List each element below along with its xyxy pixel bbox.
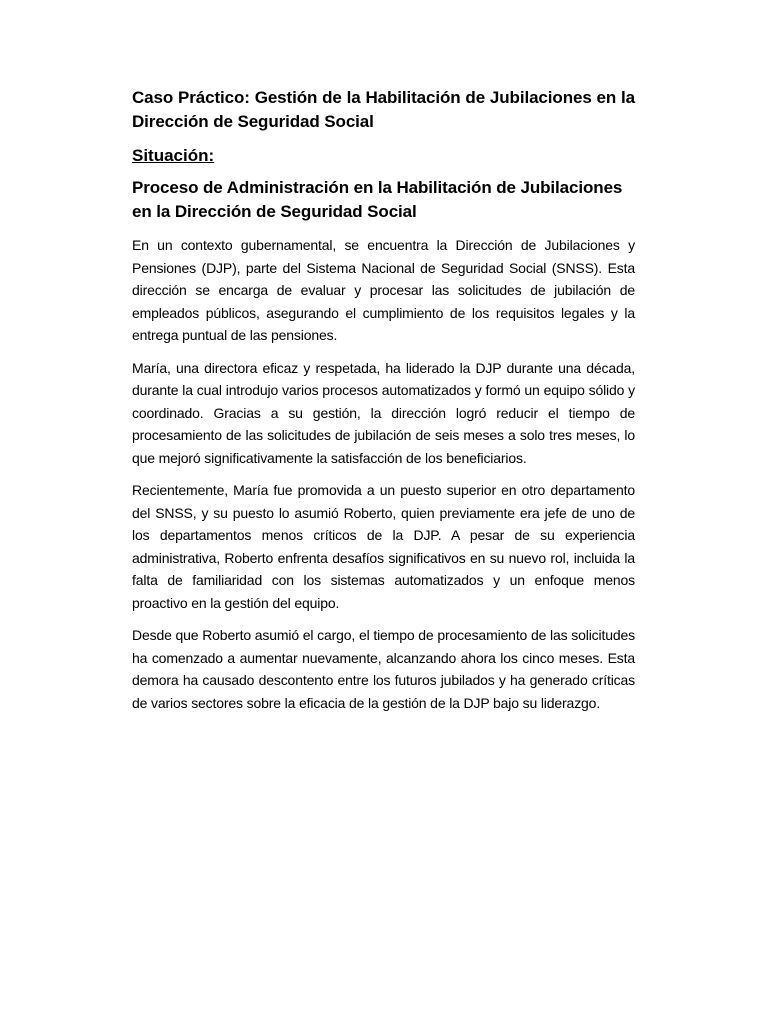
paragraph-3: Recientemente, María fue promovida a un puesto superior en otro departamento del SNSS, y su puesto lo asumió Roberto, quien previamente era jefe de uno de los departamentos menos críticos de la DJP. A pesar de su experiencia administrativa, Roberto enfrenta desafíos significativos en su nuevo rol, incluida la falta de familiaridad con los sistemas automatizados y un enfoque menos proactivo en la gestión del equipo.	[132, 482, 635, 611]
document-page	[132, 86, 635, 724]
paragraph-4: Desde que Roberto asumió el cargo, el tiempo de procesamiento de las solicitudes ha comenzado a aumentar nuevamente, alcanzando ahora los cinco meses. Esta demora ha causado descontento entre los futuros jubilados y ha generado críticas de varios sectores sobre la eficacia de la gestión de la DJP bajo su liderazgo.	[132, 627, 635, 711]
section-label: Situación:	[132, 146, 215, 165]
document-title: Caso Práctico: Gestión de la Habilitación de Jubilaciones en la Dirección de Seguridad Social	[132, 88, 635, 131]
document-subtitle: Proceso de Administración en la Habilitación de Jubilaciones en la Dirección de Seguridad Social	[132, 178, 623, 221]
paragraph-2: María, una directora eficaz y respetada, ha liderado la DJP durante una década, durante la cual introdujo varios procesos automatizados y formó un equipo sólido y coordinado. Gracias a su gestión, la dirección logró reducir el tiempo de procesamiento de las solicitudes de jubilación de seis meses a solo tres meses, lo que mejoró significativamente la satisfacción de los beneficiarios.	[132, 359, 635, 466]
paragraph-1: En un contexto gubernamental, se encuentra la Dirección de Jubilaciones y Pensiones (DJP), parte del Sistema Nacional de Seguridad Social (SNSS). Esta dirección se encarga de evaluar y procesar las solicitudes de jubilación de empleados públicos, asegurando el cumplimiento de los requisitos legales y la entrega puntual de las pensiones.	[132, 237, 635, 343]
